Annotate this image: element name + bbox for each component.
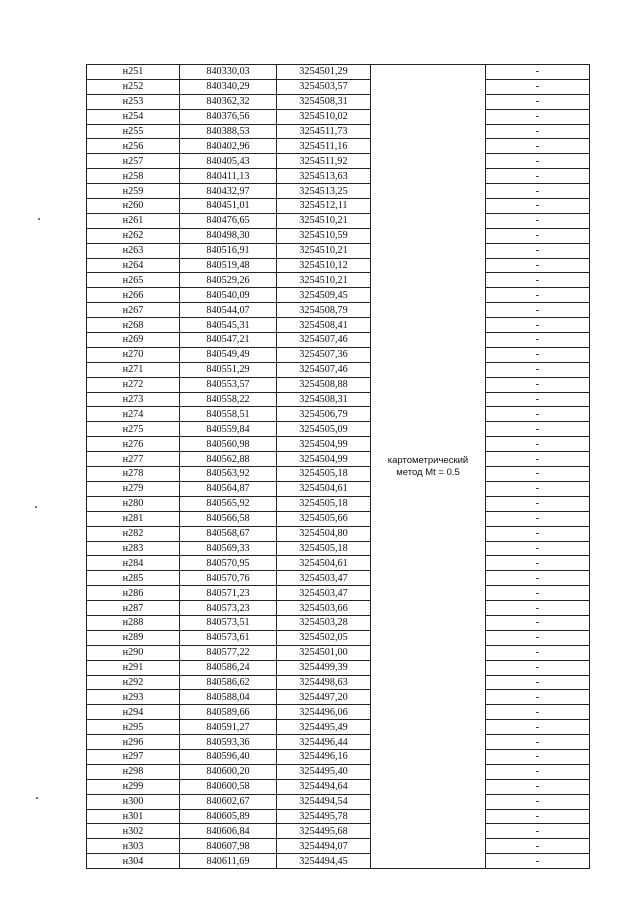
x-coordinate-cell: 840519,48	[180, 258, 277, 273]
table-row	[87, 377, 590, 392]
point-id-cell: н296	[87, 735, 180, 750]
y-coordinate-cell: 3254511,16	[277, 139, 371, 154]
y-coordinate-cell: 3254506,79	[277, 407, 371, 422]
x-coordinate-cell: 840586,24	[180, 660, 277, 675]
y-coordinate-cell: 3254510,59	[277, 228, 371, 243]
x-coordinate-cell: 840563,92	[180, 467, 277, 482]
x-coordinate-cell: 840330,03	[180, 65, 277, 80]
table-row	[87, 794, 590, 809]
table-row	[87, 601, 590, 616]
table-row	[87, 586, 590, 601]
table-row	[87, 422, 590, 437]
y-coordinate-cell: 3254494,07	[277, 839, 371, 854]
y-coordinate-cell: 3254495,68	[277, 824, 371, 839]
point-id-cell: н284	[87, 556, 180, 571]
point-id-cell: н283	[87, 541, 180, 556]
y-coordinate-cell: 3254502,05	[277, 630, 371, 645]
point-id-cell: н292	[87, 675, 180, 690]
dash-cell: -	[486, 303, 590, 318]
x-coordinate-cell: 840605,89	[180, 809, 277, 824]
y-coordinate-cell: 3254497,20	[277, 690, 371, 705]
dash-cell: -	[486, 526, 590, 541]
table-row	[87, 347, 590, 362]
dash-cell: -	[486, 392, 590, 407]
point-id-cell: н252	[87, 79, 180, 94]
y-coordinate-cell: 3254511,92	[277, 154, 371, 169]
table-row	[87, 139, 590, 154]
dash-cell: -	[486, 273, 590, 288]
point-id-cell: н271	[87, 362, 180, 377]
y-coordinate-cell: 3254503,28	[277, 615, 371, 630]
table-row	[87, 749, 590, 764]
point-id-cell: н304	[87, 854, 180, 869]
table-row	[87, 392, 590, 407]
table-row	[87, 79, 590, 94]
point-id-cell: н261	[87, 213, 180, 228]
table-row	[87, 735, 590, 750]
dash-cell: -	[486, 541, 590, 556]
table-row	[87, 199, 590, 214]
y-coordinate-cell: 3254507,46	[277, 362, 371, 377]
dash-cell: -	[486, 586, 590, 601]
dash-cell: -	[486, 407, 590, 422]
table-row	[87, 273, 590, 288]
dash-cell: -	[486, 228, 590, 243]
dash-cell: -	[486, 124, 590, 139]
x-coordinate-cell: 840596,40	[180, 749, 277, 764]
table-row	[87, 526, 590, 541]
x-coordinate-cell: 840600,20	[180, 764, 277, 779]
y-coordinate-cell: 3254513,63	[277, 169, 371, 184]
dash-cell: -	[486, 764, 590, 779]
table-row	[87, 764, 590, 779]
dash-cell: -	[486, 735, 590, 750]
point-id-cell: н265	[87, 273, 180, 288]
dash-cell: -	[486, 139, 590, 154]
y-coordinate-cell: 3254495,40	[277, 764, 371, 779]
y-coordinate-cell: 3254496,16	[277, 749, 371, 764]
point-id-cell: н302	[87, 824, 180, 839]
dash-cell: -	[486, 511, 590, 526]
y-coordinate-cell: 3254501,00	[277, 645, 371, 660]
x-coordinate-cell: 840606,84	[180, 824, 277, 839]
x-coordinate-cell: 840602,67	[180, 794, 277, 809]
point-id-cell: н268	[87, 318, 180, 333]
dash-cell: -	[486, 437, 590, 452]
x-coordinate-cell: 840607,98	[180, 839, 277, 854]
table-row	[87, 407, 590, 422]
dash-cell: -	[486, 109, 590, 124]
x-coordinate-cell: 840544,07	[180, 303, 277, 318]
y-coordinate-cell: 3254504,99	[277, 437, 371, 452]
dash-cell: -	[486, 854, 590, 869]
dash-cell: -	[486, 496, 590, 511]
x-coordinate-cell: 840589,66	[180, 705, 277, 720]
point-id-cell: н267	[87, 303, 180, 318]
dash-cell: -	[486, 422, 590, 437]
dash-cell: -	[486, 377, 590, 392]
table-row	[87, 705, 590, 720]
dash-cell: -	[486, 184, 590, 199]
dash-cell: -	[486, 243, 590, 258]
point-id-cell: н303	[87, 839, 180, 854]
point-id-cell: н290	[87, 645, 180, 660]
table-row	[87, 467, 590, 482]
y-coordinate-cell: 3254503,47	[277, 586, 371, 601]
dash-cell: -	[486, 720, 590, 735]
x-coordinate-cell: 840540,09	[180, 288, 277, 303]
x-coordinate-cell: 840562,88	[180, 452, 277, 467]
point-id-cell: н253	[87, 94, 180, 109]
table-row	[87, 288, 590, 303]
dash-cell: -	[486, 630, 590, 645]
x-coordinate-cell: 840376,56	[180, 109, 277, 124]
dash-cell: -	[486, 839, 590, 854]
x-coordinate-cell: 840362,32	[180, 94, 277, 109]
table-row	[87, 630, 590, 645]
point-id-cell: н280	[87, 496, 180, 511]
point-id-cell: н256	[87, 139, 180, 154]
x-coordinate-cell: 840560,98	[180, 437, 277, 452]
table-row	[87, 675, 590, 690]
dash-cell: -	[486, 660, 590, 675]
dash-cell: -	[486, 809, 590, 824]
table-row	[87, 645, 590, 660]
dash-cell: -	[486, 824, 590, 839]
point-id-cell: н300	[87, 794, 180, 809]
x-coordinate-cell: 840569,33	[180, 541, 277, 556]
point-id-cell: н291	[87, 660, 180, 675]
x-coordinate-cell: 840558,22	[180, 392, 277, 407]
table-row	[87, 169, 590, 184]
table-row	[87, 511, 590, 526]
table-body	[87, 65, 590, 869]
y-coordinate-cell: 3254507,46	[277, 333, 371, 348]
y-coordinate-cell: 3254499,39	[277, 660, 371, 675]
dash-cell: -	[486, 749, 590, 764]
y-coordinate-cell: 3254510,21	[277, 273, 371, 288]
point-id-cell: н277	[87, 452, 180, 467]
y-coordinate-cell: 3254495,78	[277, 809, 371, 824]
x-coordinate-cell: 840340,29	[180, 79, 277, 94]
table-row	[87, 362, 590, 377]
dash-cell: -	[486, 79, 590, 94]
y-coordinate-cell: 3254508,31	[277, 392, 371, 407]
table-row	[87, 124, 590, 139]
table-row	[87, 779, 590, 794]
table-row	[87, 437, 590, 452]
dash-cell: -	[486, 288, 590, 303]
dash-cell: -	[486, 690, 590, 705]
dash-cell: -	[486, 362, 590, 377]
point-id-cell: н263	[87, 243, 180, 258]
y-coordinate-cell: 3254503,57	[277, 79, 371, 94]
point-id-cell: н285	[87, 571, 180, 586]
x-coordinate-cell: 840591,27	[180, 720, 277, 735]
x-coordinate-cell: 840516,91	[180, 243, 277, 258]
table-row	[87, 496, 590, 511]
table-row	[87, 824, 590, 839]
x-coordinate-cell: 840566,58	[180, 511, 277, 526]
table-row	[87, 109, 590, 124]
x-coordinate-cell: 840388,53	[180, 124, 277, 139]
point-id-cell: н276	[87, 437, 180, 452]
table-row	[87, 481, 590, 496]
y-coordinate-cell: 3254510,12	[277, 258, 371, 273]
point-id-cell: н274	[87, 407, 180, 422]
y-coordinate-cell: 3254503,47	[277, 571, 371, 586]
x-coordinate-cell: 840588,04	[180, 690, 277, 705]
y-coordinate-cell: 3254505,09	[277, 422, 371, 437]
x-coordinate-cell: 840551,29	[180, 362, 277, 377]
y-coordinate-cell: 3254494,64	[277, 779, 371, 794]
dash-cell: -	[486, 794, 590, 809]
point-id-cell: н273	[87, 392, 180, 407]
y-coordinate-cell: 3254501,29	[277, 65, 371, 80]
point-id-cell: н279	[87, 481, 180, 496]
point-id-cell: н295	[87, 720, 180, 735]
point-id-cell: н254	[87, 109, 180, 124]
table-row	[87, 690, 590, 705]
dash-cell: -	[486, 481, 590, 496]
y-coordinate-cell: 3254510,21	[277, 243, 371, 258]
dash-cell: -	[486, 199, 590, 214]
x-coordinate-cell: 840564,87	[180, 481, 277, 496]
y-coordinate-cell: 3254511,73	[277, 124, 371, 139]
x-coordinate-cell: 840593,36	[180, 735, 277, 750]
point-id-cell: н264	[87, 258, 180, 273]
y-coordinate-cell: 3254503,66	[277, 601, 371, 616]
x-coordinate-cell: 840571,23	[180, 586, 277, 601]
y-coordinate-cell: 3254512,11	[277, 199, 371, 214]
x-coordinate-cell: 840451,01	[180, 199, 277, 214]
point-id-cell: н294	[87, 705, 180, 720]
point-id-cell: н288	[87, 615, 180, 630]
point-id-cell: н281	[87, 511, 180, 526]
point-id-cell: н301	[87, 809, 180, 824]
x-coordinate-cell: 840559,84	[180, 422, 277, 437]
table-row	[87, 571, 590, 586]
y-coordinate-cell: 3254504,99	[277, 452, 371, 467]
y-coordinate-cell: 3254496,06	[277, 705, 371, 720]
table-row	[87, 65, 590, 80]
x-coordinate-cell: 840565,92	[180, 496, 277, 511]
point-id-cell: н269	[87, 333, 180, 348]
table-row	[87, 452, 590, 467]
point-id-cell: н272	[87, 377, 180, 392]
dash-cell: -	[486, 154, 590, 169]
y-coordinate-cell: 3254505,18	[277, 496, 371, 511]
point-id-cell: н287	[87, 601, 180, 616]
x-coordinate-cell: 840600,58	[180, 779, 277, 794]
dash-cell: -	[486, 169, 590, 184]
point-id-cell: н278	[87, 467, 180, 482]
table-row	[87, 154, 590, 169]
table-row	[87, 303, 590, 318]
dash-cell: -	[486, 779, 590, 794]
x-coordinate-cell: 840553,57	[180, 377, 277, 392]
x-coordinate-cell: 840405,43	[180, 154, 277, 169]
table-row	[87, 333, 590, 348]
table-row	[87, 660, 590, 675]
table-row	[87, 556, 590, 571]
y-coordinate-cell: 3254510,21	[277, 213, 371, 228]
x-coordinate-cell: 840476,65	[180, 213, 277, 228]
y-coordinate-cell: 3254507,36	[277, 347, 371, 362]
x-coordinate-cell: 840586,62	[180, 675, 277, 690]
dash-cell: -	[486, 94, 590, 109]
point-id-cell: н297	[87, 749, 180, 764]
y-coordinate-cell: 3254498,63	[277, 675, 371, 690]
point-id-cell: н282	[87, 526, 180, 541]
y-coordinate-cell: 3254510,02	[277, 109, 371, 124]
table-row	[87, 615, 590, 630]
point-id-cell: н251	[87, 65, 180, 80]
x-coordinate-cell: 840558,51	[180, 407, 277, 422]
table-row	[87, 720, 590, 735]
dash-cell: -	[486, 675, 590, 690]
dash-cell: -	[486, 645, 590, 660]
x-coordinate-cell: 840570,95	[180, 556, 277, 571]
y-coordinate-cell: 3254494,45	[277, 854, 371, 869]
x-coordinate-cell: 840573,61	[180, 630, 277, 645]
table-row	[87, 94, 590, 109]
table-row	[87, 541, 590, 556]
point-id-cell: н262	[87, 228, 180, 243]
x-coordinate-cell: 840402,96	[180, 139, 277, 154]
point-id-cell: н286	[87, 586, 180, 601]
method-name: картометрический	[387, 454, 469, 466]
y-coordinate-cell: 3254508,31	[277, 94, 371, 109]
y-coordinate-cell: 3254508,88	[277, 377, 371, 392]
scan-speck	[38, 218, 40, 220]
point-id-cell: н293	[87, 690, 180, 705]
dash-cell: -	[486, 452, 590, 467]
x-coordinate-cell: 840573,51	[180, 615, 277, 630]
dash-cell: -	[486, 333, 590, 348]
y-coordinate-cell: 3254509,45	[277, 288, 371, 303]
point-id-cell: н266	[87, 288, 180, 303]
scan-speck	[35, 506, 37, 508]
x-coordinate-cell: 840549,49	[180, 347, 277, 362]
y-coordinate-cell: 3254494,54	[277, 794, 371, 809]
x-coordinate-cell: 840577,22	[180, 645, 277, 660]
dash-cell: -	[486, 258, 590, 273]
table-row	[87, 228, 590, 243]
table-row	[87, 318, 590, 333]
dash-cell: -	[486, 556, 590, 571]
coordinates-table	[86, 64, 590, 869]
y-coordinate-cell: 3254508,41	[277, 318, 371, 333]
y-coordinate-cell: 3254505,18	[277, 467, 371, 482]
point-id-cell: н255	[87, 124, 180, 139]
dash-cell: -	[486, 615, 590, 630]
point-id-cell: н258	[87, 169, 180, 184]
y-coordinate-cell: 3254504,61	[277, 556, 371, 571]
y-coordinate-cell: 3254505,18	[277, 541, 371, 556]
x-coordinate-cell: 840432,97	[180, 184, 277, 199]
point-id-cell: н298	[87, 764, 180, 779]
point-id-cell: н275	[87, 422, 180, 437]
y-coordinate-cell: 3254495,49	[277, 720, 371, 735]
x-coordinate-cell: 840611,69	[180, 854, 277, 869]
dash-cell: -	[486, 467, 590, 482]
point-id-cell: н299	[87, 779, 180, 794]
dash-cell: -	[486, 601, 590, 616]
method-cell	[371, 65, 486, 869]
y-coordinate-cell: 3254504,80	[277, 526, 371, 541]
table-row	[87, 809, 590, 824]
point-id-cell: н257	[87, 154, 180, 169]
x-coordinate-cell: 840498,30	[180, 228, 277, 243]
x-coordinate-cell: 840411,13	[180, 169, 277, 184]
table-row	[87, 839, 590, 854]
y-coordinate-cell: 3254508,79	[277, 303, 371, 318]
dash-cell: -	[486, 571, 590, 586]
y-coordinate-cell: 3254513,25	[277, 184, 371, 199]
x-coordinate-cell: 840573,23	[180, 601, 277, 616]
y-coordinate-cell: 3254496,44	[277, 735, 371, 750]
dash-cell: -	[486, 705, 590, 720]
method-accuracy: метод Mt = 0.5	[396, 466, 460, 478]
table-row	[87, 213, 590, 228]
x-coordinate-cell: 840545,31	[180, 318, 277, 333]
dash-cell: -	[486, 213, 590, 228]
point-id-cell: н270	[87, 347, 180, 362]
dash-cell: -	[486, 347, 590, 362]
table-row	[87, 854, 590, 869]
y-coordinate-cell: 3254504,61	[277, 481, 371, 496]
dash-cell: -	[486, 65, 590, 80]
table-row	[87, 258, 590, 273]
point-id-cell: н260	[87, 199, 180, 214]
y-coordinate-cell: 3254505,66	[277, 511, 371, 526]
x-coordinate-cell: 840568,67	[180, 526, 277, 541]
point-id-cell: н259	[87, 184, 180, 199]
table-row	[87, 243, 590, 258]
x-coordinate-cell: 840529,26	[180, 273, 277, 288]
dash-cell: -	[486, 318, 590, 333]
x-coordinate-cell: 840570,76	[180, 571, 277, 586]
x-coordinate-cell: 840547,21	[180, 333, 277, 348]
scan-speck	[36, 797, 38, 799]
table-row	[87, 184, 590, 199]
point-id-cell: н289	[87, 630, 180, 645]
